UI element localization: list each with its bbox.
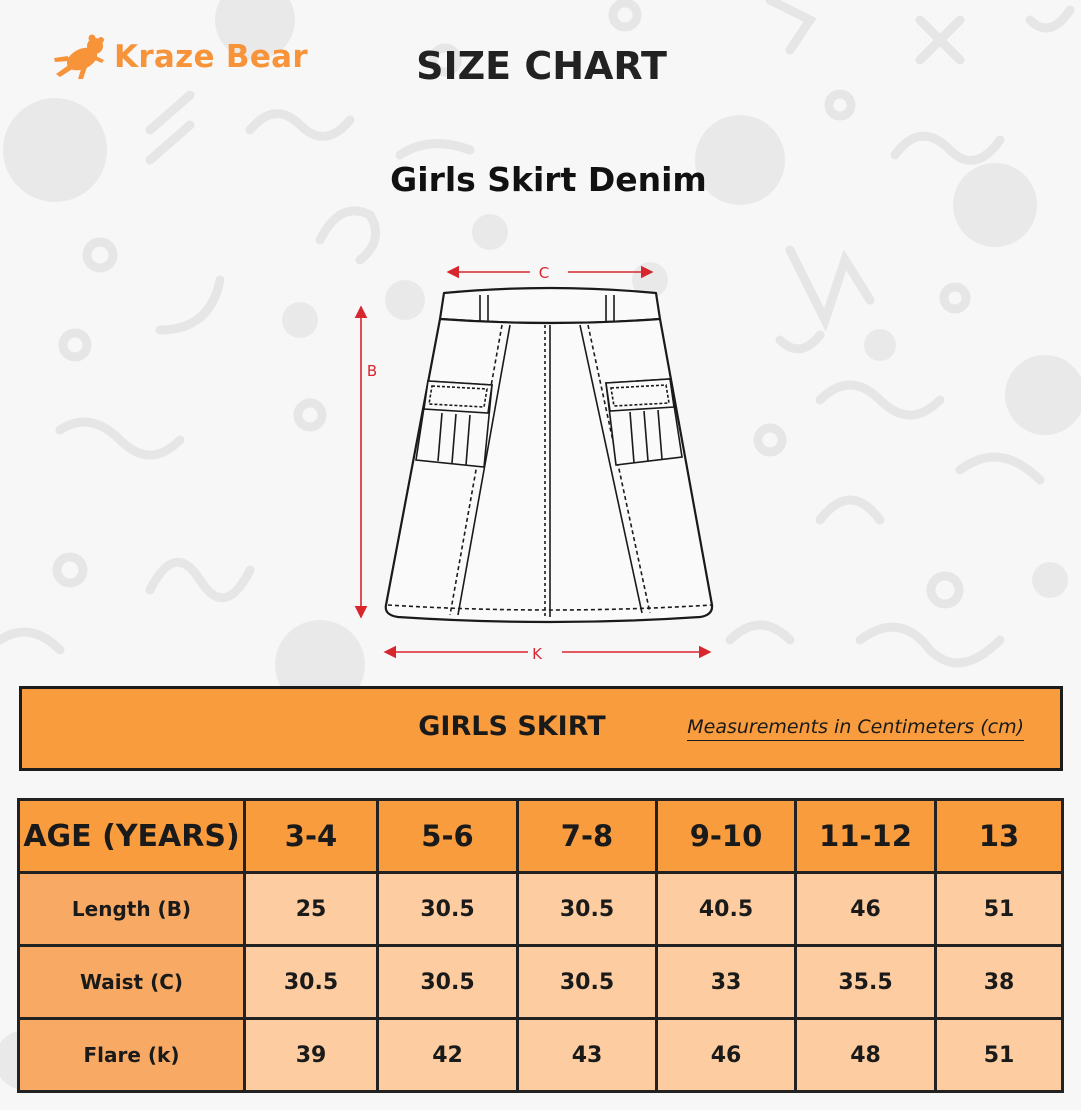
size-header: 5-6 [378,800,518,873]
table-cell: 43 [518,1019,657,1092]
row-label-length: Length (B) [19,873,245,946]
length-label-b: B [366,362,378,380]
table-cell: 30.5 [518,946,657,1019]
table-header-row [19,800,1063,873]
table-row [19,1019,1063,1092]
table-cell: 30.5 [245,946,378,1019]
table-cell: 30.5 [378,946,518,1019]
table-cell: 46 [796,873,936,946]
units-note: Measurements in Centimeters (cm) [687,716,1024,741]
table-cell: 35.5 [796,946,936,1019]
row-label-flare: Flare (k) [19,1019,245,1092]
age-header: AGE (YEARS) [19,800,245,873]
table-cell: 30.5 [378,873,518,946]
product-title: Girls Skirt Denim [390,160,707,199]
size-table [17,798,1064,1093]
waist-label-c: C [538,264,550,282]
page-title: SIZE CHART [416,44,667,88]
table-cell: 39 [245,1019,378,1092]
flare-label-k: K [532,645,542,663]
size-header: 13 [936,800,1063,873]
table-cell: 38 [936,946,1063,1019]
table-cell: 46 [657,1019,796,1092]
banner-title: GIRLS SKIRT [418,711,606,742]
table-cell: 25 [245,873,378,946]
flare-dimension [385,645,710,663]
table-banner [19,686,1063,771]
size-header: 7-8 [518,800,657,873]
table-cell: 42 [378,1019,518,1092]
size-header: 9-10 [657,800,796,873]
table-cell: 48 [796,1019,936,1092]
table-cell: 51 [936,1019,1063,1092]
table-row [19,873,1063,946]
skirt-diagram [340,255,740,675]
table-row [19,946,1063,1019]
table-cell: 30.5 [518,873,657,946]
table-cell: 51 [936,873,1063,946]
size-header: 3-4 [245,800,378,873]
brand-name: Kraze Bear [114,39,308,75]
table-cell: 40.5 [657,873,796,946]
waist-dimension [448,264,652,282]
size-header: 11-12 [796,800,936,873]
row-label-waist: Waist (C) [19,946,245,1019]
length-dimension [361,307,377,617]
table-cell: 33 [657,946,796,1019]
